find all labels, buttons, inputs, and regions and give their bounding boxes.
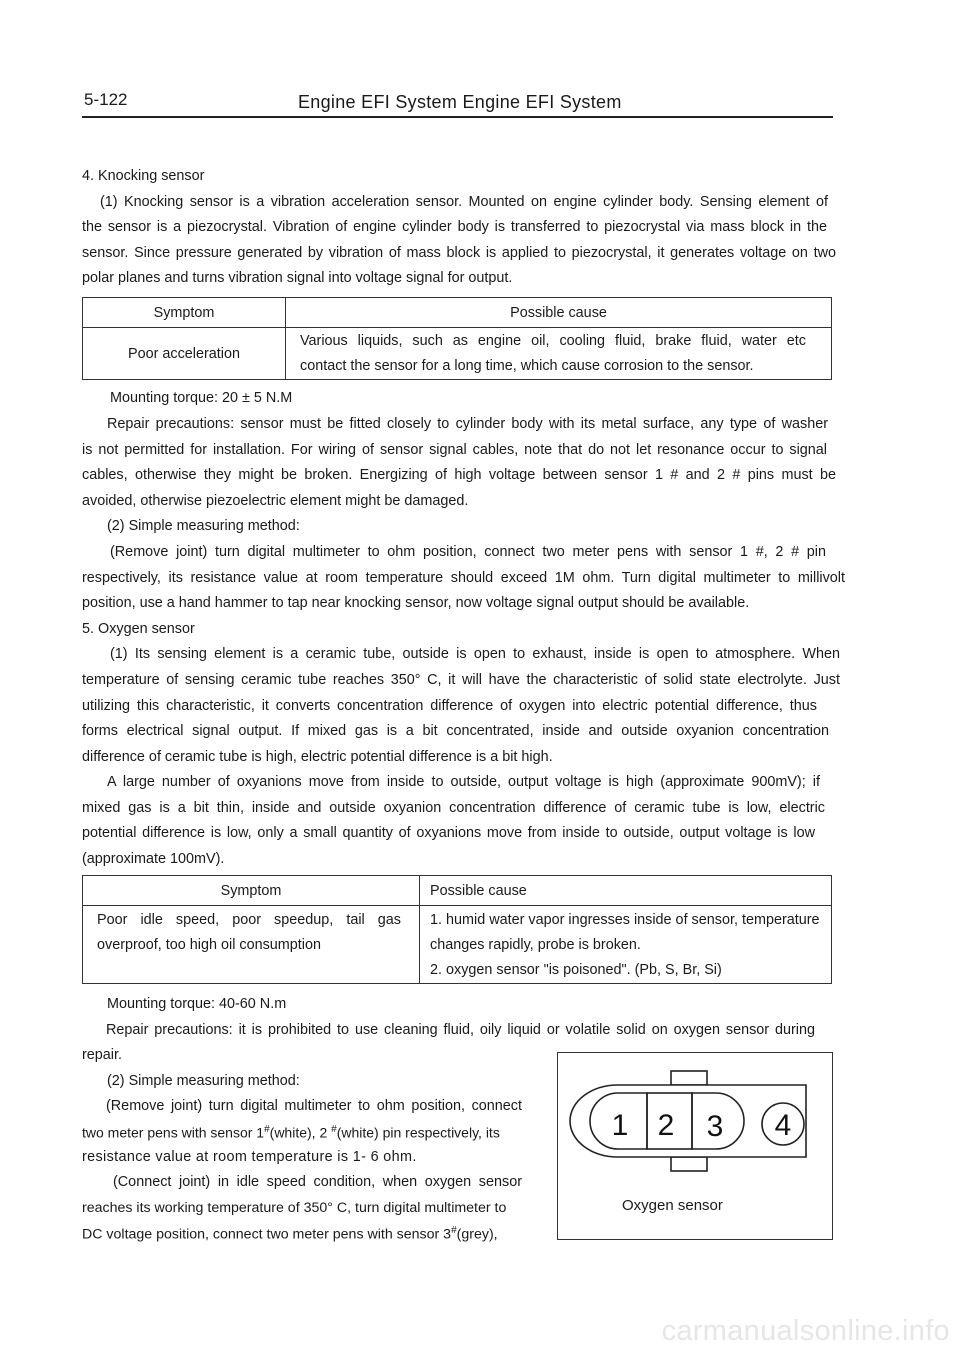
paragraph-line: resistance value at room temperature is 1- 6 ohm. (82, 1149, 417, 1165)
table-header-cause: Possible cause (286, 298, 832, 328)
paragraph-line (82, 1222, 498, 1244)
connector-bottom-tab (671, 1157, 707, 1171)
paragraph-line: (Remove joint) turn digital multimeter to ohm position, connect two meter pens with sensor 1 #, 2 # pin (110, 544, 826, 560)
paragraph-line: polar planes and turns vibration signal into voltage signal for output. (82, 270, 513, 286)
oxygen-sensor-table (82, 875, 832, 984)
paragraph-line: sensor. Since pressure generated by vibration of mass block is applied to piezocrystal, it generates voltage on two (82, 245, 836, 261)
table-cell-cause (420, 906, 832, 984)
subheading: (2) Simple measuring method: (107, 518, 300, 534)
table-row (83, 906, 832, 984)
cell-line: changes rapidly, probe is broken. (430, 937, 641, 953)
table-header-symptom: Symptom (83, 876, 420, 906)
cell-line: contact the sensor for a long time, which cause corrosion to the sensor. (300, 357, 754, 374)
connector-top-tab (671, 1071, 707, 1085)
paragraph-line: A large number of oxyanions move from inside to outside, output voltage is high (approximate 900mV); if (107, 774, 820, 790)
cell-line: Poor idle speed, poor speedup, tail gas (97, 912, 401, 928)
paragraph-line: (1) Knocking sensor is a vibration acceleration sensor. Mounted on engine cylinder body. Sensing element of (100, 194, 828, 210)
paragraph-line: utilizing this characteristic, it converts concentration difference of oxygen into electric potential difference, thus (82, 698, 817, 714)
table-row (83, 328, 832, 380)
table-cell-symptom: Poor acceleration (83, 328, 286, 380)
paragraph-line: position, use a hand hammer to tap near knocking sensor, now voltage signal output should be available. (82, 595, 750, 611)
mounting-torque: Mounting torque: 20 ± 5 N.M (110, 390, 293, 406)
pin-label-3: 3 (706, 1110, 724, 1143)
section-heading-oxygen-sensor: 5. Oxygen sensor (82, 621, 195, 637)
paragraph-line: (1) Its sensing element is a ceramic tube, outside is open to exhaust, inside is open to atmosphere. When (110, 646, 840, 662)
pin-mark: # (331, 1124, 337, 1135)
paragraph-line: Repair precautions: it is prohibited to use cleaning fluid, oily liquid or volatile solid on oxygen sensor during (106, 1022, 815, 1038)
paragraph-line: difference of ceramic tube is high, electric potential difference is a bit high. (82, 749, 553, 765)
text-run: (white) pin respectively, its (336, 1124, 500, 1141)
paragraph-line: forms electrical signal output. If mixed gas is a bit concentrated, inside and outside oxyanion concentration (82, 723, 829, 739)
table-header-row (83, 876, 832, 906)
paragraph-line: (Remove joint) turn digital multimeter to ohm position, connect (106, 1098, 522, 1114)
text-run: (white), 2 (269, 1124, 332, 1141)
cell-line: 2. oxygen sensor "is poisoned". (Pb, S, Br, Si) (430, 962, 722, 978)
watermark: carmanualsonline.info (661, 1315, 950, 1347)
paragraph-line: cables, otherwise they might be broken. Energizing of high voltage between sensor 1 # and 2 # pins must be (82, 467, 836, 483)
paragraph-line: reaches its working temperature of 350° C, turn digital multimeter to (82, 1200, 507, 1216)
table-header-cause: Possible cause (420, 876, 832, 906)
figure-caption: Oxygen sensor (622, 1197, 723, 1214)
paragraph-line: (approximate 100mV). (82, 851, 225, 867)
page-number: 5-122 (84, 90, 128, 109)
pin-mark: # (264, 1124, 270, 1135)
paragraph-line: temperature of sensing ceramic tube reaches 350° C, it will have the characteristic of solid state electrolyte. Just (82, 672, 840, 688)
paragraph-line: mixed gas is a bit thin, inside and outside oxyanion concentration difference of ceramic tube is low, electric (82, 800, 825, 816)
text-run: DC voltage position, connect two meter pens with sensor 3 (82, 1226, 452, 1243)
paragraph-line: (Connect joint) in idle speed condition, when oxygen sensor (113, 1174, 522, 1190)
cell-line: 1. humid water vapor ingresses inside of sensor, temperature (430, 912, 820, 928)
table-cell-symptom (83, 906, 420, 984)
paragraph-line: repair. (82, 1047, 122, 1063)
table-header-row (83, 298, 832, 328)
pin-label-1: 1 (611, 1109, 629, 1142)
paragraph-line: potential difference is low, only a small quantity of oxyanions move from inside to outside, output voltage is low (82, 825, 815, 841)
paragraph-line: is not permitted for installation. For wiring of sensor signal cables, note that do not let resonance occur to signal (82, 442, 827, 458)
text-run: (grey), (456, 1226, 498, 1243)
subheading: (2) Simple measuring method: (107, 1073, 300, 1089)
pin-mark: # (451, 1225, 457, 1236)
paragraph-line: respectively, its resistance value at room temperature should exceed 1M ohm. Turn digital multimeter to millivolt (82, 570, 845, 586)
section-heading-knocking-sensor: 4. Knocking sensor (82, 168, 205, 184)
table-cell-cause (286, 328, 832, 380)
pin-label-2: 2 (657, 1109, 675, 1142)
mounting-torque: Mounting torque: 40-60 N.m (107, 996, 287, 1012)
table-header-symptom: Symptom (83, 298, 286, 328)
pin-label-4: 4 (774, 1109, 792, 1142)
paragraph-line: the sensor is a piezocrystal. Vibration of engine cylinder body is transferred to piezocrystal via mass block in the (82, 219, 827, 235)
cell-line: Various liquids, such as engine oil, cooling fluid, brake fluid, water etc (300, 332, 806, 349)
paragraph-line (82, 1121, 500, 1142)
header-rule (82, 116, 833, 118)
text-run: two meter pens with sensor 1 (82, 1124, 265, 1141)
paragraph-line: Repair precautions: sensor must be fitted closely to cylinder body with its metal surface, any type of washer (107, 416, 828, 432)
paragraph-line: avoided, otherwise piezoelectric element might be damaged. (82, 493, 469, 509)
knocking-sensor-table (82, 297, 832, 380)
running-title: Engine EFI System Engine EFI System (298, 92, 622, 112)
cell-line: overproof, too high oil consumption (97, 937, 321, 953)
